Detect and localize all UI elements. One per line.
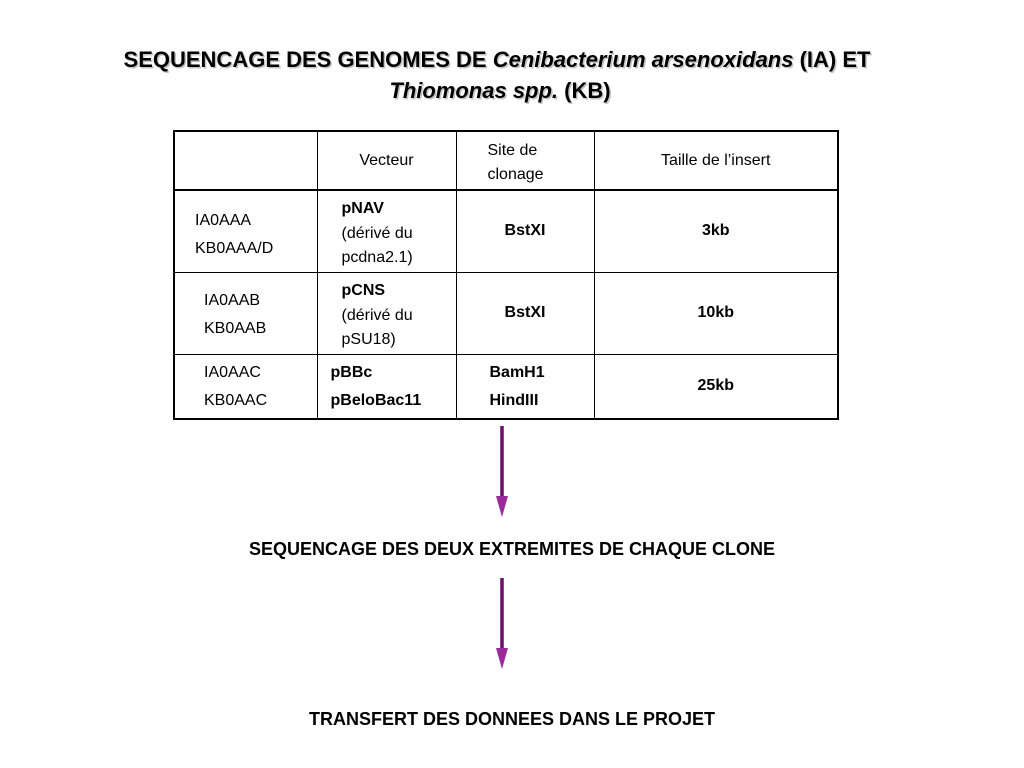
table-row <box>174 190 838 272</box>
vector-note: (dérivé du <box>341 306 413 324</box>
header-vecteur: Vecteur <box>317 131 456 190</box>
library-name: IA0AAA <box>195 212 252 229</box>
step-transfer-caption: TRANSFERT DES DONNEES DANS LE PROJET <box>308 709 716 729</box>
down-arrow-icon <box>494 426 510 518</box>
library-name: KB0AAA/D <box>195 240 274 257</box>
library-name: KB0AAB <box>204 319 267 337</box>
site-cell: BstXI <box>456 190 594 272</box>
header-site-line2: clonage <box>487 166 544 183</box>
library-cell <box>174 354 317 419</box>
site-name: BamH1 <box>489 363 545 381</box>
slide-title-line1 <box>0 46 997 74</box>
library-name: KB0AAC <box>204 391 268 409</box>
library-cell <box>174 190 317 272</box>
size-cell: 10kb <box>594 272 838 354</box>
size-cell: 25kb <box>594 354 838 419</box>
vector-note: pcdna2.1) <box>341 249 413 266</box>
vector-name: pBBc <box>330 363 373 381</box>
library-name: IA0AAB <box>204 291 261 309</box>
table-row <box>174 354 838 419</box>
vector-cell <box>317 272 456 354</box>
table-header-row <box>174 131 838 190</box>
title-text-suffix: (IA) ET <box>793 47 871 72</box>
title-species-2: Thiomonas spp. <box>389 78 559 103</box>
table-row <box>174 272 838 354</box>
vector-note: (dérivé du <box>341 225 413 242</box>
vector-name: pNAV <box>341 200 384 217</box>
size-cell: 3kb <box>594 190 838 272</box>
site-cell <box>456 354 594 419</box>
header-site <box>456 131 594 190</box>
clone-library-table <box>173 130 839 420</box>
library-cell <box>174 272 317 354</box>
slide-title-line2 <box>0 77 1000 105</box>
site-name: HindIII <box>489 391 539 409</box>
step-sequencing-caption: SEQUENCAGE DES DEUX EXTREMITES DE CHAQUE CLONE <box>248 539 776 559</box>
header-empty-cell <box>174 131 317 190</box>
site-cell: BstXI <box>456 272 594 354</box>
vector-cell <box>317 354 456 419</box>
title-text: SEQUENCAGE DES GENOMES DE <box>123 47 493 72</box>
title-text-suffix-2: (KB) <box>558 78 611 103</box>
library-name: IA0AAC <box>204 363 261 381</box>
header-taille: Taille de l’insert <box>594 131 838 190</box>
vector-note: pSU18) <box>341 330 396 348</box>
vector-name: pCNS <box>341 281 386 299</box>
header-site-line1: Site de <box>487 142 538 159</box>
title-species-1: Cenibacterium arsenoxidans <box>492 47 794 72</box>
vector-cell <box>317 190 456 272</box>
vector-name: pBeloBac11 <box>330 391 422 409</box>
down-arrow-icon <box>494 578 510 670</box>
